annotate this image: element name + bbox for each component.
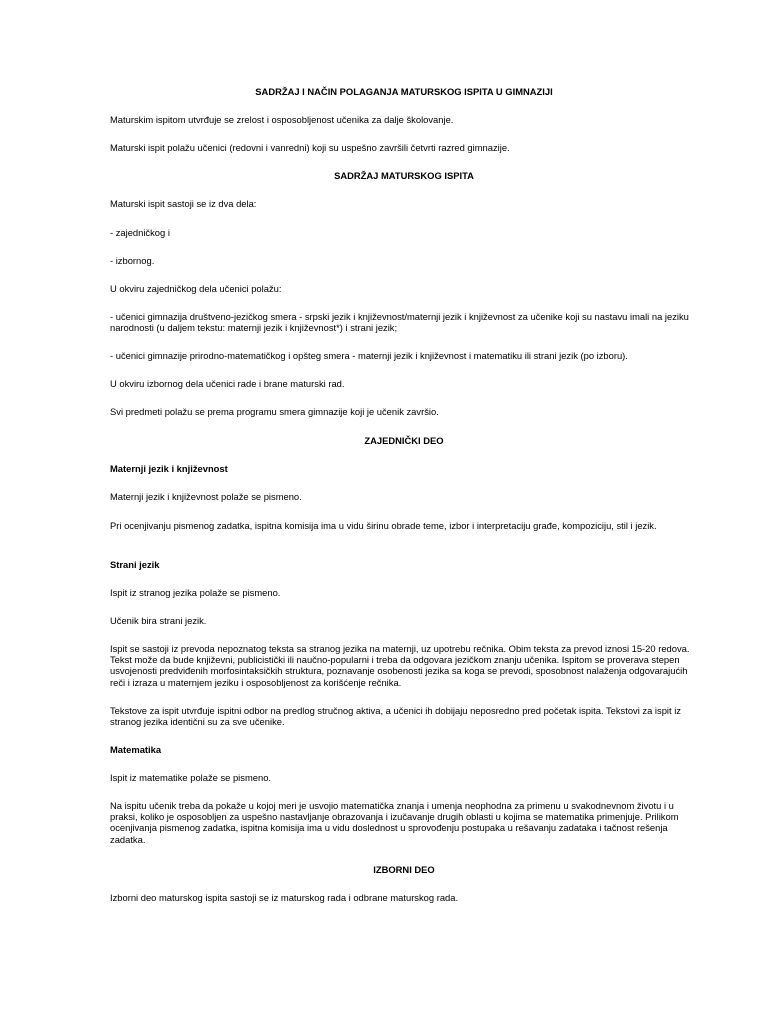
paragraph: U okviru izbornog dela učenici rade i brane maturski rad. [110,378,345,389]
paragraph: U okviru zajedničkog dela učenici polažu: [110,283,282,294]
paragraph: Svi predmeti polažu se prema programu smera gimnazije koji je učenik završio. [110,406,439,417]
paragraph: Tekstove za ispit utvrđuje ispitni odbor na predlog stručnog aktiva, a učenici ih dobijaju neposredno pred početak ispita. Tekstovi za ispit iz stranog jezika identični su za sve učenike. [110,705,681,728]
paragraph: Pri ocenjivanju pismenog zadatka, ispitna komisija ima u vidu širinu obrade teme, izbor i interpretaciju građe, kompoziciju, stil i jezik. [110,520,657,531]
section-heading-zajednicki: ZAJEDNIČKI DEO [364,435,444,446]
subheading-strani: Strani jezik [110,559,160,570]
paragraph: Ispit se sastoji iz prevoda nepoznatog teksta sa stranog jezika na maternji, uz upotrebu rečnika. Obim teksta za prevod iznosi 15-20 redova. Tekst može da bude književni, publicistički ili naučno-popularni i treba da odgovara jezičkom znanju učenika. Ispitom se proverava stepen usvojenosti predviđenih morfosintaksičkih struktura, poznavanje osobenosti jezika sa koga se prevodi, sposobnost nalaženja odgovarajućih reči i izraza u maternjem jeziku i osposobljenost za korišćenje rečnika. [110,643,690,688]
paragraph: Maternji jezik i književnost polaže se pismeno. [110,491,302,502]
paragraph: Na ispitu učenik treba da pokaže u kojoj meri je usvojio matematička znanja i umenja neophodna za primenu u svakodnevnom životu i u praksi, koliko je osposobljen za uspešno nastavljanje obrazovanja i izučavanje drugih oblasti u kojima se matematika primenjuje. Prilikom ocenjivanja pismenog zadatka, ispitna komisija ima u vidu doslednost u sprovođenju postupaka u rešavanju zadataka i tačnost rešenja zadatka. [110,800,679,845]
list-item: - učenici gimnazije prirodno-matematičkog i opšteg smera - maternji jezik i književnost i matematiku ili strani jezik (po izboru). [110,350,628,361]
list-item: - učenici gimnazija društveno-jezičkog smera - srpski jezik i književnost/maternji jezik i književnost za učenike koji su nastavu imali na jeziku narodnosti (u daljem tekstu: maternji jezik i književnost*) i strani jezik; [110,311,689,334]
subheading-matematika: Matematika [110,744,162,755]
section-heading-izborni: IZBORNI DEO [373,864,435,875]
paragraph: Ispit iz stranog jezika polaže se pismeno. [110,587,281,598]
document-title: SADRŽAJ I NAČIN POLAGANJA MATURSKOG ISPITA U GIMNAZIJI [255,86,553,97]
list-item: - zajedničkog i [110,227,170,238]
paragraph: Izborni deo maturskog ispita sastoji se iz maturskog rada i odbrane maturskog rada. [110,892,459,903]
paragraph: Ispit iz matematike polaže se pismeno. [110,772,272,783]
paragraph: Maturski ispit polažu učenici (redovni i vanredni) koji su uspešno završili četvrti razred gimnazije. [110,142,510,153]
paragraph: Maturskim ispitom utvrđuje se zrelost i osposobljenost učenika za dalje školovanje. [110,114,454,125]
paragraph: Maturski ispit sastoji se iz dva dela: [110,198,257,209]
paragraph: Učenik bira strani jezik. [110,615,207,626]
section-heading-sadrzaj: SADRŽAJ MATURSKOG ISPITA [334,170,474,181]
subheading-maternji: Maternji jezik i književnost [110,463,228,474]
list-item: - izbornog. [110,255,155,266]
